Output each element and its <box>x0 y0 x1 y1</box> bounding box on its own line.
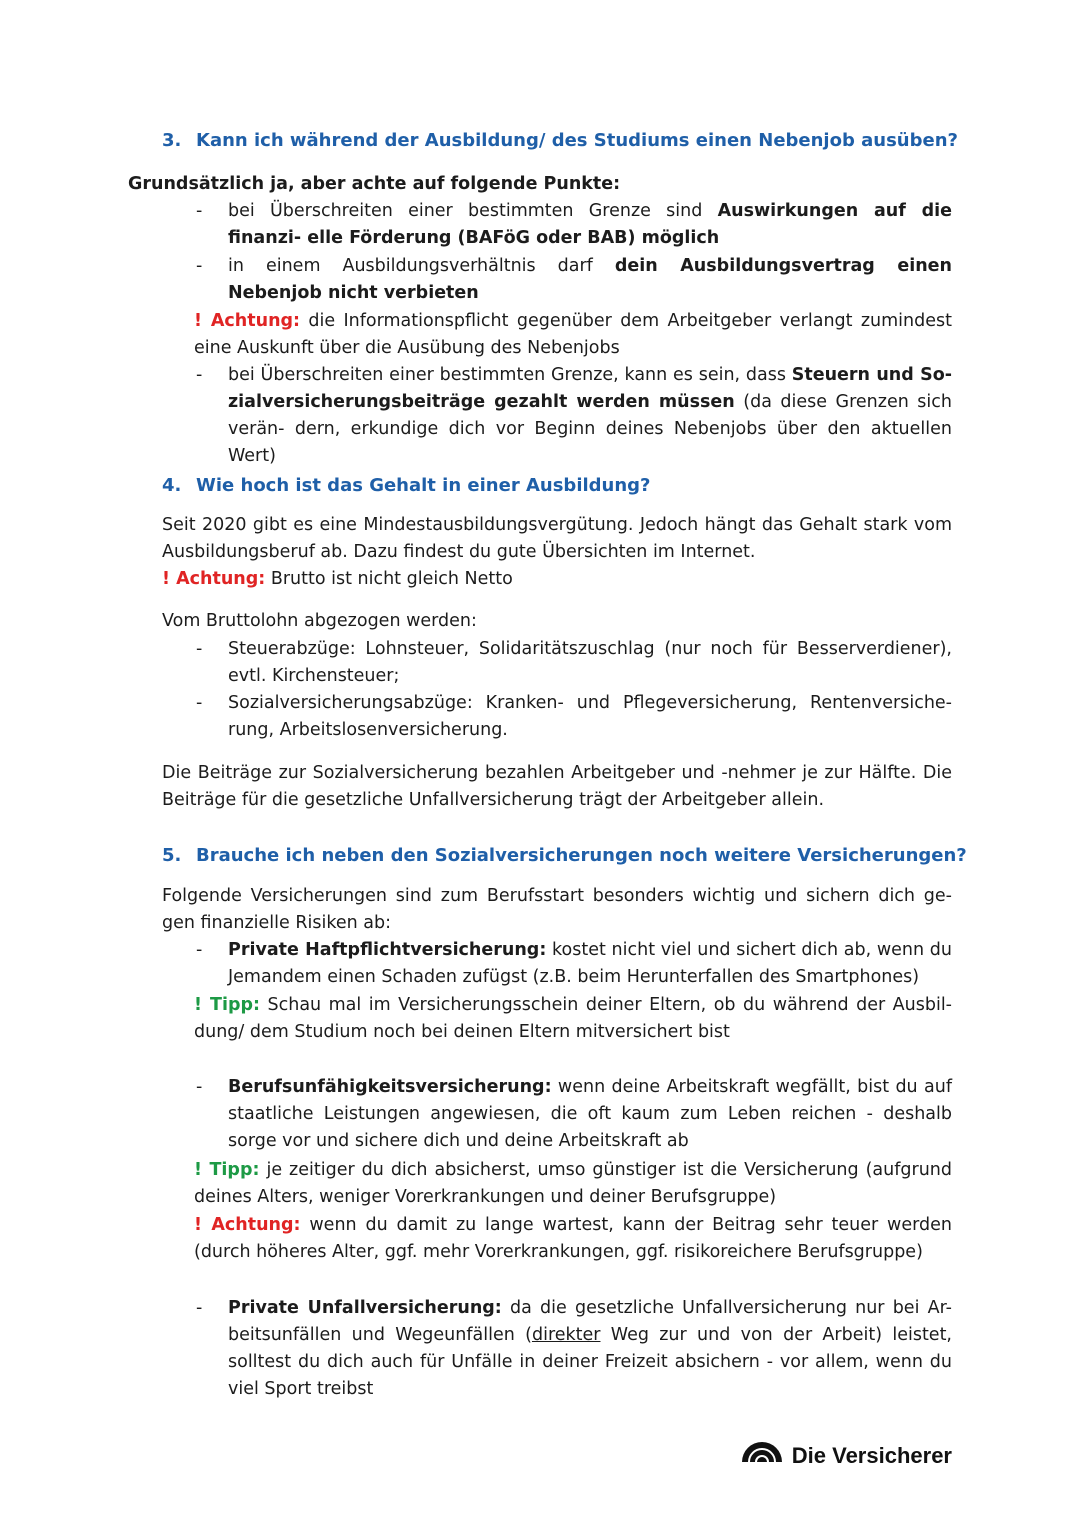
bullet-dash: - <box>196 1298 203 1318</box>
section-3-warning-note: ! Achtung: die Informationspflicht gegenüber dem Arbeitgeber verlangt zumindest eine Auskunft über die Ausübung des Nebenjobs <box>194 311 952 358</box>
section-4-paragraph-1: Seit 2020 gibt es eine Mindestausbildungsvergütung. Jedoch hängt das Gehalt stark vom Ausbildungsberuf ab. Dazu findest du gute Übersichten im Internet. <box>162 515 952 562</box>
section-3-title: Kann ich während der Ausbildung/ des Studiums einen Nebenjob ausüben? <box>196 130 958 151</box>
section-4-bullet-1: - Steuerabzüge: Lohnsteuer, Solidaritätszuschlag (nur noch für Besserverdiener), evtl. Kirchensteuer; <box>196 636 952 692</box>
section-4-title: Wie hoch ist das Gehalt in einer Ausbildung? <box>196 475 651 496</box>
section-5-warning-note: ! Achtung: wenn du damit zu lange wartest, kann der Beitrag sehr teuer werden (durch höheres Alter, ggf. mehr Vorerkrankungen, ggf. risikoreichere Berufsgruppe) <box>194 1215 952 1262</box>
bullet-dash: - <box>196 940 203 960</box>
section-4-deductions-intro: Vom Bruttolohn abgezogen werden: <box>162 611 477 631</box>
section-3-bullet-2: - in einem Ausbildungsverhältnis darf dein Ausbildungsvertrag einen Nebenjob nicht verbieten <box>196 253 952 309</box>
brand-name: Die Versicherer <box>791 1442 952 1468</box>
bullet-dash: - <box>196 693 203 713</box>
section-5-title: Brauche ich neben den Sozialversicherungen noch weitere Versicherungen? <box>196 845 967 866</box>
bullet-dash: - <box>196 256 203 276</box>
bullet-dash: - <box>196 639 203 659</box>
umbrella-logo-icon <box>740 1440 792 1470</box>
section-5-number: 5. <box>162 845 182 866</box>
section-4-heading <box>162 472 651 499</box>
bullet-dash: - <box>196 1077 203 1097</box>
section-5-bullet-2: - Berufsunfähigkeitsversicherung: wenn deine Arbeitskraft wegfällt, bist du auf staatliche Leistungen angewiesen, die oft kaum zum Leben reichen - deshalb sorge vor und sichere dich und deine Arbeitskraft ab <box>196 1074 952 1158</box>
section-5-intro: Folgende Versicherungen sind zum Berufsstart besonders wichtig und sichern dich ge- gen finanzielle Risiken ab: <box>162 886 952 933</box>
section-3-number: 3. <box>162 130 182 151</box>
section-3-intro: Grundsätzlich ja, aber achte auf folgende Punkte: <box>128 174 621 194</box>
section-5-tip-1: ! Tipp: Schau mal im Versicherungsschein deiner Eltern, ob du während der Ausbil- dung/ dem Studium noch bei deinen Eltern mitversichert bist <box>194 995 952 1042</box>
section-5-tip-2: ! Tipp: je zeitiger du dich absicherst, umso günstiger ist die Versicherung (aufgrund deines Alters, weniger Vorerkrankungen und deiner Berufsgruppe) <box>194 1160 953 1207</box>
section-4-number: 4. <box>162 475 182 496</box>
section-4-paragraph-2: Die Beiträge zur Sozialversicherung bezahlen Arbeitgeber und -nehmer je zur Hälfte. Die Beiträge für die gesetzliche Unfallversicherung trägt der Arbeitgeber allein. <box>162 763 952 810</box>
section-5-heading <box>162 842 967 869</box>
section-3-heading <box>162 127 958 154</box>
brand-logo <box>740 1440 952 1470</box>
section-5-bullet-1: - Private Haftpflichtversicherung: kostet nicht viel und sichert dich ab, wenn du Jemandem einen Schaden zufügst (z.B. beim Herunterfallen des Smartphones) <box>196 937 952 993</box>
section-5-bullet-3: - Private Unfallversicherung: da die gesetzliche Unfallversicherung nur bei Ar- beitsunfällen und Wegeunfällen (direkter Weg zur und von der Arbeit) leistet, solltest du dich auch für Unfälle in deiner Freizeit absichern - vor allem, wenn du viel Sport treibst <box>196 1295 952 1407</box>
section-3-bullet-3: - bei Überschreiten einer bestimmten Grenze, kann es sein, dass Steuern und So- zialversicherungsbeiträge gezahlt werden müssen (da diese Grenzen sich verän- dern, erkundige dich vor Beginn deines Nebenjobs über den aktuellen Wert) <box>196 362 952 446</box>
bullet-dash: - <box>196 365 203 385</box>
section-4-warning-note: ! Achtung: Brutto ist nicht gleich Netto <box>162 569 513 589</box>
bullet-dash: - <box>196 201 203 221</box>
section-3-bullet-1: - bei Überschreiten einer bestimmten Grenze sind Auswirkungen auf die finanzi- elle Förderung (BAFöG oder BAB) möglich <box>196 198 952 254</box>
section-4-bullet-2: - Sozialversicherungsabzüge: Kranken- und Pflegeversicherung, Rentenversiche- rung, Arbeitslosenversicherung. <box>196 690 952 746</box>
